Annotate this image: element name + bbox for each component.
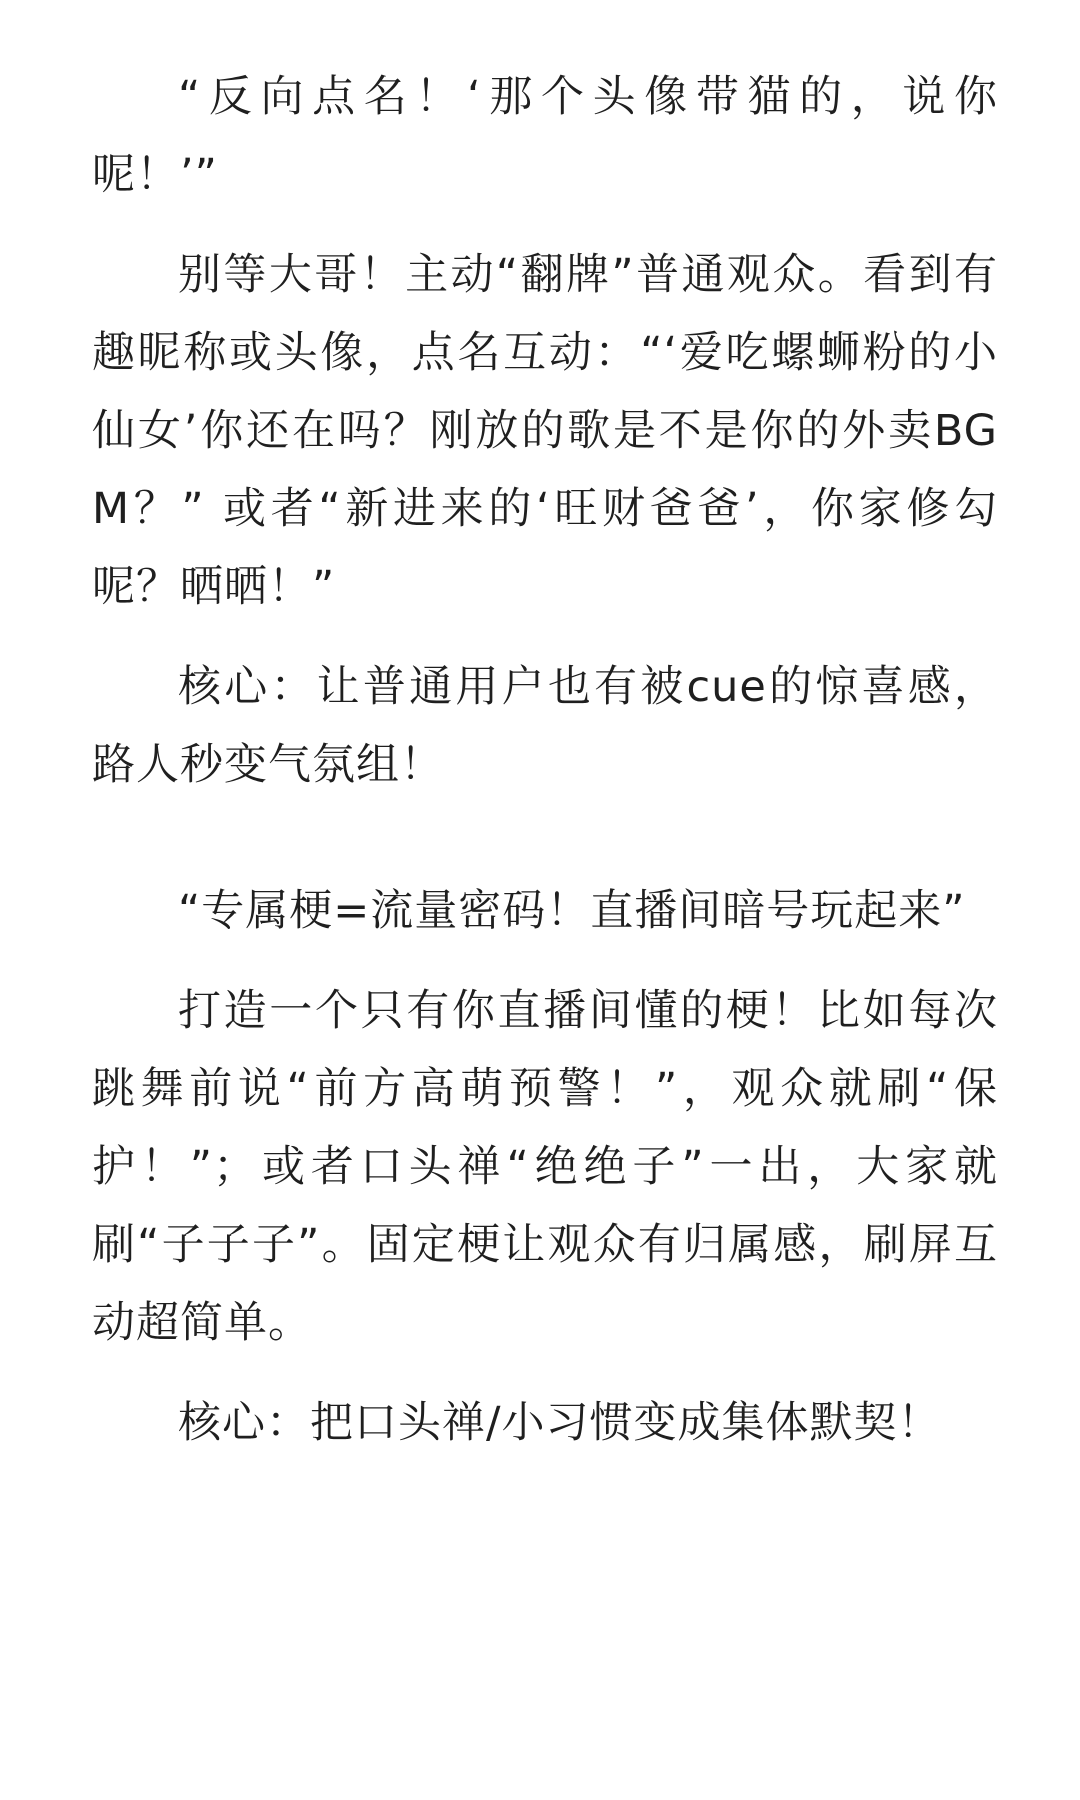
paragraph-spacer bbox=[92, 950, 998, 972]
paragraph-spacer bbox=[92, 1362, 998, 1384]
section-spacer bbox=[92, 804, 998, 872]
section-heading-exclusive-meme: “专属梗=流量密码！直播间暗号玩起来” bbox=[178, 886, 966, 936]
paragraph-callout-tips: 别等大哥！主动“翻牌”普通观众。看到有趣昵称或头像，点名互动：“‘爱吃螺蛳粉的小仙女’你还在吗？刚放的歌是不是你的外卖BGM？” 或者“新进来的‘旺财爸爸’，你家修勾呢？晒晒！” bbox=[92, 250, 998, 612]
section-heading-reverse-callout: “反向点名！‘那个头像带猫的，说你呢！’” bbox=[92, 72, 998, 200]
paragraph-spacer bbox=[92, 626, 998, 648]
paragraph-core-point-1: 核心：让普通用户也有被cue的惊喜感，路人秒变气氛组！ bbox=[92, 662, 998, 790]
paragraph-meme-tips: 打造一个只有你直播间懂的梗！比如每次跳舞前说“前方高萌预警！”，观众就刷“保护！”；或者口头禅“绝绝子”一出，大家就刷“子子子”。固定梗让观众有归属感，刷屏互动超简单。 bbox=[92, 986, 998, 1348]
article-body bbox=[92, 58, 998, 1462]
paragraph-spacer bbox=[92, 214, 998, 236]
paragraph-core-point-2: 核心：把口头禅/小习惯变成集体默契！ bbox=[178, 1398, 942, 1448]
